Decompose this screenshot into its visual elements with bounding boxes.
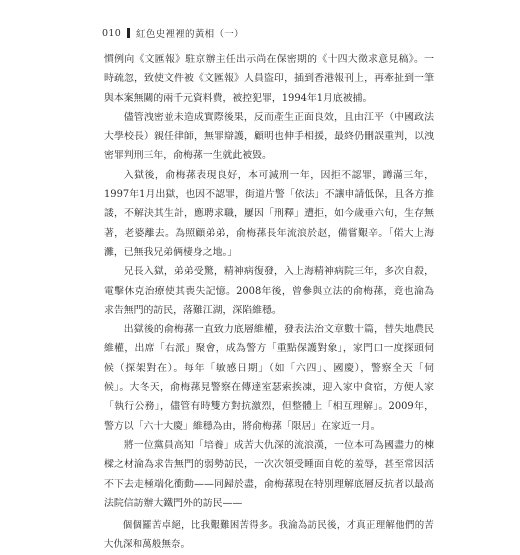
paragraph: 將一位黨員高知「培養」成苦大仇深的流浪漢，一位本可為國盡力的棟樑之材淪為求告無門的弱勢訪民，一次次領受睡面自乾的羞辱，甚至常因活不下去走極端化衝動——同歸於盡，俞梅蓀現在特別理解底層反抗者以最高法院信訪辦大鐵門外的訪民—— <box>104 439 434 509</box>
closing-quote-paragraph: 個個羅苦卓絕，比我艱難困苦得多。我淪為訪民後，才真正理解他們的苦大仇深和萬般無奈。 <box>104 520 434 551</box>
paragraph: 兄長入獄，弟弟受驚，精神病復發，入上海精神病院三年，多次自殺，電擊休克治療使其喪失記憶。2008年後，曾參與立法的俞梅蓀，竟也淪為求告無門的訪民，落難江湖，深陷維穩。 <box>104 266 434 316</box>
running-header <box>102 26 244 40</box>
page-number: 010 <box>102 27 122 39</box>
page-body <box>104 50 434 555</box>
paragraph: 慣例向《文匯報》駐京辦主任出示尚在保密期的《十四大徵求意見稿》。一時疏忽，致使文件被《文匯報》人員盜印，插到香港報刊上，再牽扯到一筆與本案無關的兩千元資料費，被控犯罪，1994年1月底被捕。 <box>104 54 434 104</box>
paragraph: 出獄後的俞梅蓀一直致力底層維權，發表法治文章數十篇，替失地農民維權，出席「右派」聚會，成為警方「重點保護對象」，家門口一度探頭伺候（探架對在）。每年「敏感日期」（如「六四」、國慶），警察全天「伺候」。大冬天，俞梅蓀見警察在傳達室瑟索挨凍，迎入家中食宿，方便人家「執行公務」，儘管有時雙方對抗激烈，但整體上「相互理解」。2009年，警方以「六十大慶」維穩為由，將俞梅蓀「限居」在家近一月。 <box>104 324 434 432</box>
paragraph: 儘管洩密並未造成實際後果，反而產生正面良效，且由江平（中國政法大學校長）親任律師，無罪辯護，顧明也伸手相援，最終仍刪誤重判，以洩密罪判刑三年，俞梅蓀一生就此被毀。 <box>104 111 434 162</box>
header-divider-bar <box>127 28 130 38</box>
paragraph: 入獄後，俞梅蓀表現良好，本可減刑一年，因拒不認罪，蹲滿三年，1997年1月出獄，也因不認罪，街道片警「依法」不讓申請低保，且各方推諉，不解決其生計，應聘求職，屢因「刑釋」遭拒，如今歲垂六旬，生存無著，老婆離去。為照顧弟弟，俞梅蓀長年流浪於赵，備嘗艱辛。「偌大上海灘，已無我兄弟俩棲身之地。」 <box>104 169 434 258</box>
running-book-title: 紅色史裡裡的黃相（一） <box>136 29 244 40</box>
